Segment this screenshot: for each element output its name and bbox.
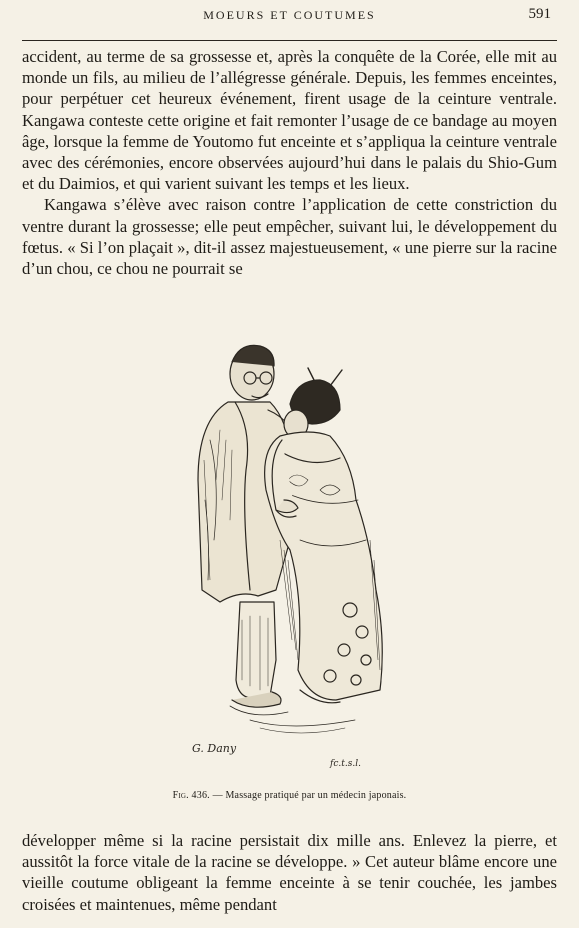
paragraph: développer même si la racine persistait dix mille ans. Enlevez la pierre, et aussitôt la force vitale de la racine se développe. » Cet auteur blâme encore une vieille coutume obligeant la femme enceinte à se tenir couchée, les jambes croisées et maintenues, même pendant [22, 831, 557, 914]
paragraph: accident, au terme de sa grossesse et, après la conquête de la Corée, elle mit au monde un fils, au milieu de l’allégresse générale. Depuis, les femmes enceintes, pour perpétuer cet heureux événement, firent usage de la ceinture ventrale. Kangawa conteste cette origine et fait remonter l’usage de ce bandage au moyen âge, lorsque la femme de Youtomo fut enceinte et s’appliqua la ceinture ventrale avec des cérémonies, encore observées aujourd’hui dans le palais du Shio-Gum et du Daimios, et qui varient suivant les temps et les lieux. [22, 47, 557, 194]
paragraph: Kangawa s’élève avec raison contre l’application de cette constriction du ventre durant la grossesse; elle peut empêcher, suivant lui, le développement du fœtus. « Si l’on plaçait », dit-il assez majestueusement, « une pierre sur la racine d’un chou, ce chou ne pourrait se [22, 195, 557, 279]
body-text-bottom [22, 830, 557, 915]
running-head [22, 6, 557, 30]
engraving-illustration [180, 340, 400, 772]
running-title: MOEURS ET COUTUMES [203, 8, 376, 22]
page-number: 591 [528, 6, 551, 22]
header-rule [22, 40, 557, 41]
figure-label: Fig. 436. [172, 790, 210, 801]
svg-text:G. Dany: G. Dany [192, 742, 237, 755]
body-text-top [22, 46, 557, 279]
svg-text:fc.t.s.l.: fc.t.s.l. [330, 759, 361, 769]
massage-engraving [180, 340, 400, 772]
figure-caption-text: — Massage pratiqué par un médecin japonais. [212, 790, 407, 801]
figure-caption [22, 790, 557, 801]
